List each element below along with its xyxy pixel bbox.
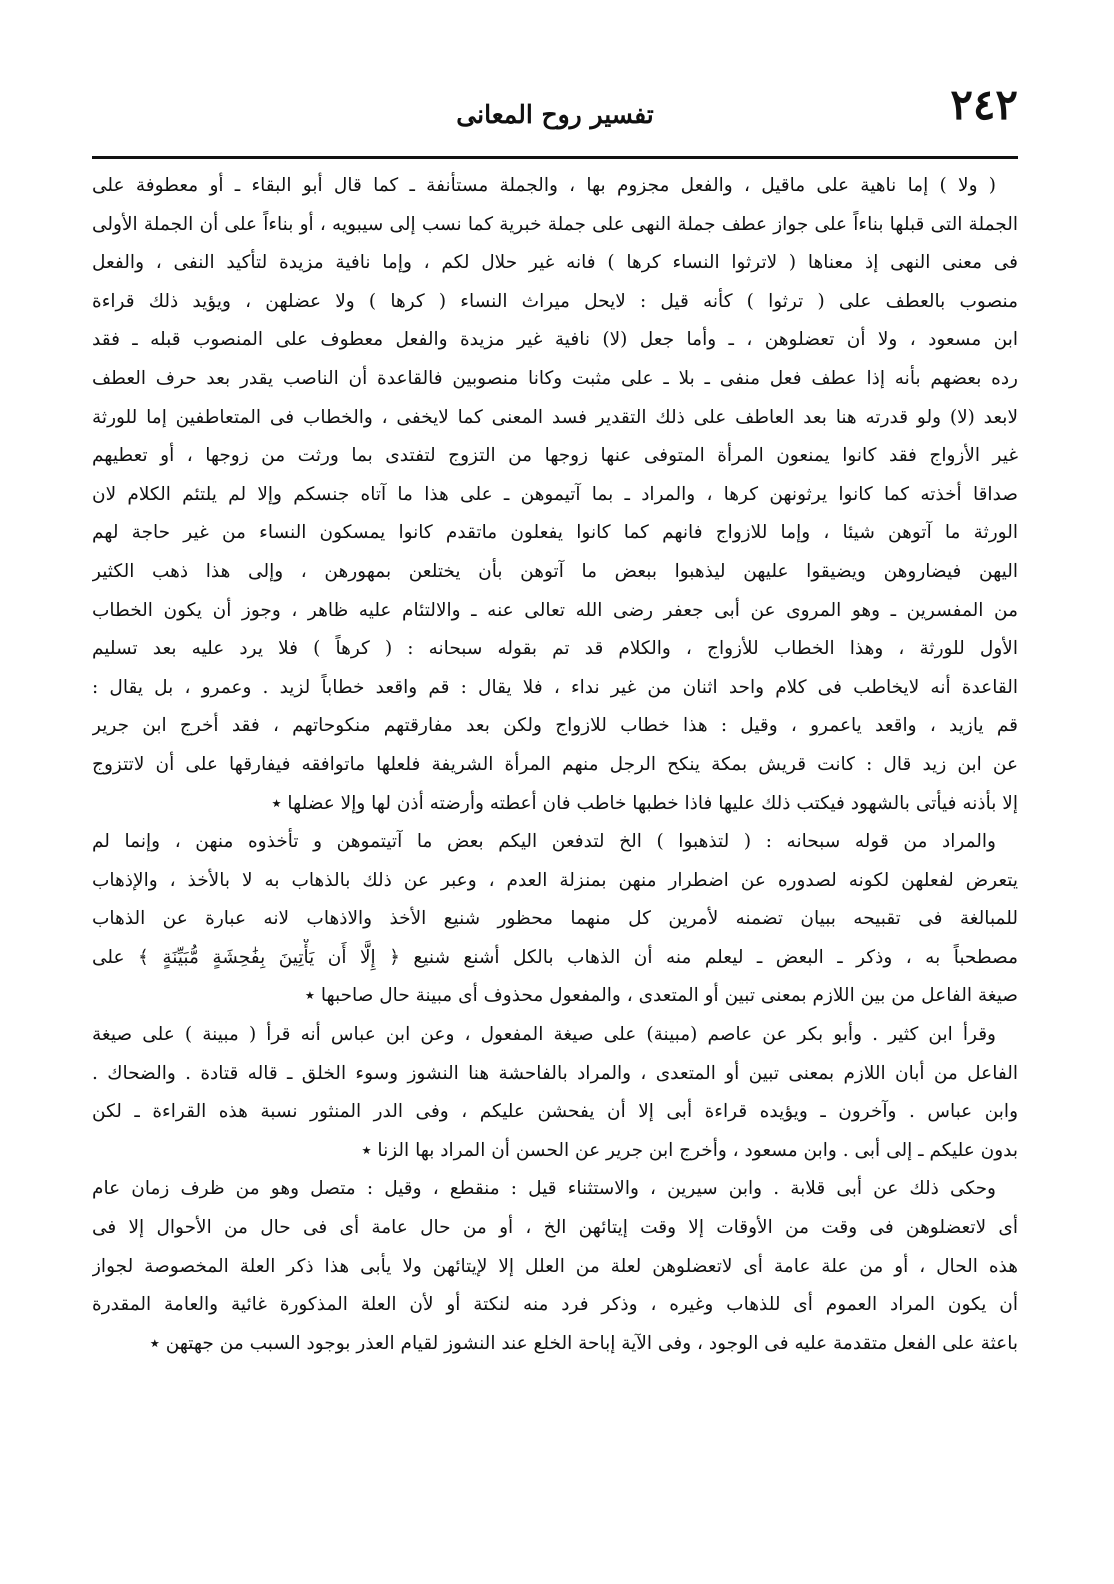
text-line: والمراد من قوله سبحانه : ( لتذهبوا ) الخ لتدفعن اليكم بعض ما آتيتموهن و تأخذوه منهن ، وإنما لم — [92, 831, 996, 853]
text-line: الأول للورثة ، وهذا الخطاب للأزواج ، والكلام قد تم بقوله سبحانه : ( كرهاً ) فلا يرد عليه بعد تسليم — [92, 638, 1018, 660]
running-title: تفسير روح المعانى — [456, 100, 654, 129]
text-line: الورثة ما آتوهن شيئا ، وإما للازواج فانهم كما كانوا يفعلون ماتقدم كانوا يمسكون النساء من غير حاجة لهم — [92, 522, 1018, 544]
book-page — [92, 74, 1018, 1534]
text-line: صداقا أخذته كما كانوا يرثونهن كرها ، والمراد ـ بما آتيموهن ـ على هذا ما آتاه جنسكم وإلا لم يلتئم الكلام لان — [92, 483, 1018, 505]
text-line: صيغة الفاعل من بين اللازم بمعنى تبين أو المتعدى ، والمفعول محذوف أى مبينة حال صاحبها ٭ — [304, 985, 1018, 1007]
text-line: هذه الحال ، أو من علة عامة أى لاتعضلوهن لعلة من العلل إلا لإيتائهن ولا يأبى هذا ذكر العلة المخصوصة لجواز — [92, 1255, 1018, 1277]
text-line: باعثة على الفعل متقدمة عليه فى الوجود ، وفى الآية إباحة الخلع عند النشوز لقيام العذر بوجود السبب من جهتهن ٭ — [149, 1332, 1018, 1354]
page-number: ٢٤٢ — [950, 80, 1018, 129]
text-line: عن ابن زيد قال : كانت قريش بمكة ينكح الرجل منهم المرأة الشريفة فلعلها ماتوافقه فيفارقها على أن لاتتزوج — [92, 753, 1018, 775]
text-line: منصوب بالعطف على ( ترثوا ) كأنه قيل : لايحل ميراث النساء ( كرها ) ولا عضلهن ، ويؤيد ذلك قراءة — [92, 290, 1018, 312]
text-line: رده بعضهم بأنه إذا عطف فعل منفى ـ بلا ـ على مثبت وكانا منصوبين فالقاعدة أن الناصب يقدر بعد حرف العطف — [92, 367, 1018, 389]
text-line: الفاعل من أبان اللازم بمعنى تبين أو المتعدى ، والمراد بالفاحشة هنا النشوز وسوء الخلق ـ قاله قتادة . والضحاك . — [92, 1062, 1018, 1084]
text-line: قم يازيد ، واقعد ياعمرو ، وقيل : هذا خطاب للازواج ولكن بعد مفارقتهم منكوحاتهم ، فقد أخرج ابن جرير — [92, 715, 1018, 737]
text-line: وحكى ذلك عن أبى قلابة . وابن سيرين ، والاستثناء قيل : منقطع ، وقيل : متصل وهو من ظرف زمان عام — [92, 1178, 996, 1200]
body-text — [92, 159, 1018, 1363]
text-line: لابعد (لا) ولو قدرته هنا بعد العاطف على ذلك التقدير فسد المعنى كما لايخفى ، والخطاب فى المتعاطفين إما للورثة — [92, 406, 1018, 428]
page-header — [92, 74, 1018, 159]
text-line: وابن عباس . وآخرون ـ ويؤيده قراءة أبى إلا أن يفحشن عليكم ، وفى الدر المنثور نسبة هذه القراءة ـ لكن — [92, 1101, 1018, 1123]
text-line: للمبالغة فى تقبيحه ببيان تضمنه لأمرين كل منهما محظور شنيع الأخذ والاذهاب لانه عبارة عن الذهاب — [92, 908, 1018, 930]
text-line: إلا بأذنه فيأتى بالشهود فيكتب ذلك عليها فاذا خطبها خاطب فان أعطته وأرضته أذن لها وإلا عضلها ٭ — [271, 792, 1018, 814]
text-line: مصطحباً به ، وذكر ـ البعض ـ ليعلم منه أن الذهاب بالكل أشنع شنيع ﴿ إِلَّا أَن يَأْتِينَ بِفَٰحِشَةٍ مُّبَيِّنَةٍ ﴾ على — [92, 946, 1018, 968]
text-line: أى لاتعضلوهن فى وقت من الأوقات إلا وقت إيتائهن الخ ، أو من حال عامة أى فى حال من الأحوال إلا فى — [92, 1217, 1018, 1239]
text-line: بدون عليكم ـ إلى أبى . وابن مسعود ، وأخرج ابن جرير عن الحسن أن المراد بها الزنا ٭ — [361, 1139, 1018, 1161]
text-line: وقرأ ابن كثير . وأبو بكر عن عاصم (مبينة) على صيغة المفعول ، وعن ابن عباس أنه قرأ ( مبينة ) على صيغة — [92, 1024, 996, 1046]
text-line: فى معنى النهى إذ معناها ( لاترثوا النساء كرها ) فانه غير حلال لكم ، وإما نافية مزيدة لتأكيد النفى ، والفعل — [92, 252, 1018, 274]
text-line: ( ولا ) إما ناهية على ماقيل ، والفعل مجزوم بها ، والجملة مستأنفة ـ كما قال أبو البقاء ـ أو معطوفة على — [92, 175, 996, 196]
text-line: اليهن فيضاروهن ويضيقوا عليهن ليذهبوا ببعض ما آتوهن بأن يختلعن بمهورهن ، وإلى هذا ذهب الكثير — [92, 560, 1018, 582]
text-line: غير الأزواج فقد كانوا يمنعون المرأة المتوفى عنها زوجها من التزوج لتفتدى بما ورثت من زوجها ، أو تعطيهم — [92, 445, 1018, 467]
text-line: ابن مسعود ، ولا أن تعضلوهن ، ـ وأما جعل (لا) نافية غير مزيدة والفعل معطوف على المنصوب قبله ـ فقد — [92, 329, 1018, 351]
text-line: الجملة التى قبلها بناءاً على جواز عطف جملة النهى على جملة خبرية كما نسب إلى سيبويه ، أو بناءاً على أن الجملة الأولى — [92, 213, 1018, 235]
text-line: القاعدة أنه لايخاطب فى كلام واحد اثنان من غير نداء ، فلا يقال : قم واقعد خطاباً لزيد . وعمرو ، بل يقال : — [92, 676, 1018, 698]
text-line: من المفسرين ـ وهو المروى عن أبى جعفر رضى الله تعالى عنه ـ والالتئام عليه ظاهر ، وجوز أن يكون الخطاب — [92, 599, 1018, 621]
text-line: يتعرض لفعلهن لكونه لصدوره عن اضطرار منهن بمنزلة العدم ، وعبر عن ذلك بالذهاب به لا بالأخذ ، والإذهاب — [92, 869, 1018, 891]
text-line: أن يكون المراد العموم أى للذهاب وغيره ، وذكر فرد منه لنكتة أو لأن العلة المذكورة غائية والعامة المقدرة — [92, 1294, 1018, 1316]
